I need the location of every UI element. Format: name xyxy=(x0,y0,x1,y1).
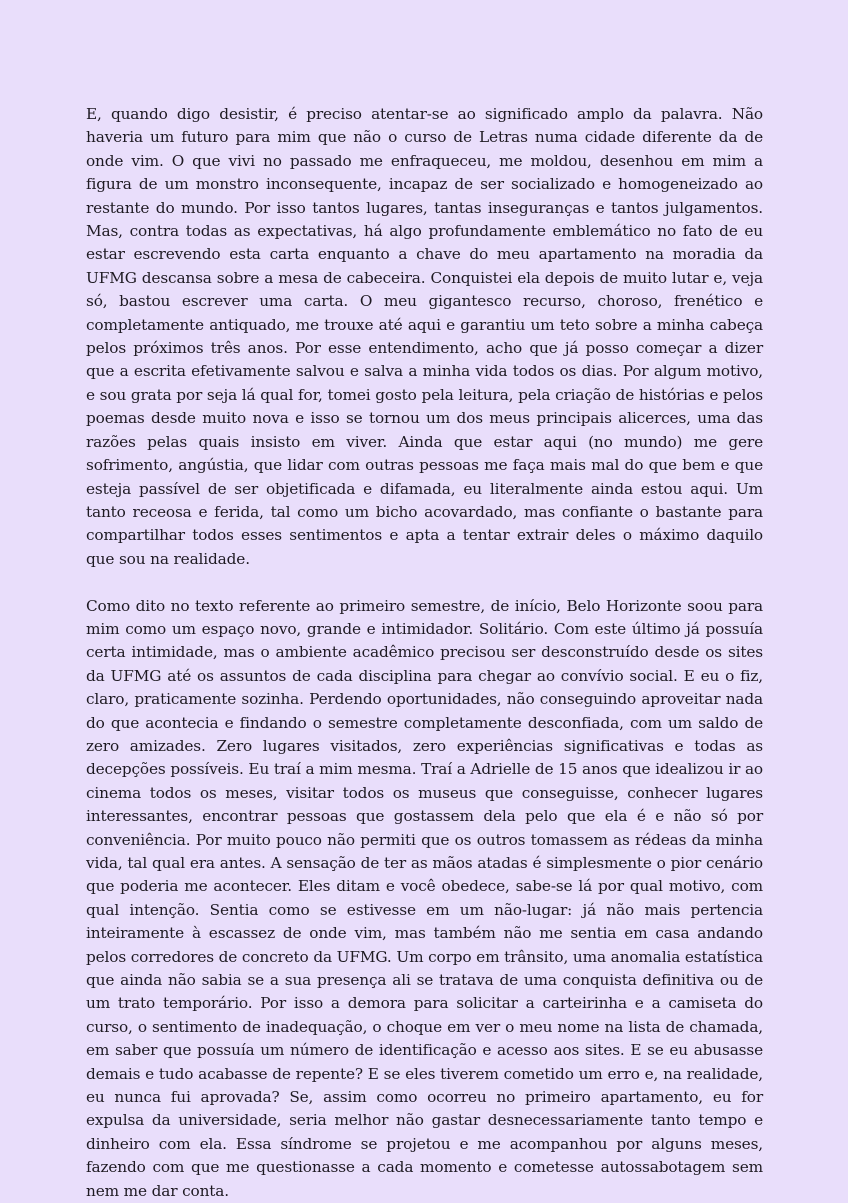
paragraph-2: Como dito no texto referente ao primeiro semestre, de início, Belo Horizonte soou para mim como um espaço novo, grande e intimidador. Solitário. Com este último já possuía certa intimidade, mas o ambiente acadêmico precisou ser desconstruído desde os sites da UFMG até os assuntos de cada disciplina para chegar ao convívio social. E eu o fiz, claro, praticamente sozinha. Perdendo oportunidades, não conseguindo aproveitar nada do que acontecia e findando o semestre completamente desconfiada, com um saldo de zero amizades. Zero lugares visitados, zero experiências significativas e todas as decepções possíveis. Eu traí a mim mesma. Traí a Adrielle de 15 anos que idealizou ir ao cinema todos os meses, visitar todos os museus que conseguisse, conhecer lugares interessantes, encontrar pessoas que gostassem dela pelo que ela é e não só por conveniência. Por muito pouco não permiti que os outros tomassem as rédeas da minha vida, tal qual era antes. A sensação de ter as mãos atadas é simplesmente o pior cenário que poderia me acontecer. Eles ditam e você obedece, sabe-se lá por qual motivo, com qual intenção. Sentia como se estivesse em um não-lugar: já não mais pertencia inteiramente à escassez de onde vim, mas também não me sentia em casa andando pelos corredores de concreto da UFMG. Um corpo em trânsito, uma anomalia estatística que ainda não sabia se a sua presença ali se tratava de uma conquista definitiva ou de um trato temporário. Por isso a demora para solicitar a carteirinha e a camiseta do curso, o sentimento de inadequação, o choque em ver o meu nome na lista de chamada, em saber que possuía um número de identificação e acesso aos sites. E se eu abusasse demais e tudo acabasse de repente? E se eles tiverem cometido um erro e, na realidade, eu nunca fui aprovada? Se, assim como ocorreu no primeiro apartamento, eu for expulsa da universidade, seria melhor não gastar desnecessariamente tanto tempo e dinheiro com ela. Essa síndrome se projetou e me acompanhou por alguns meses, fazendo com que me questionasse a cada momento e cometesse autossabotagem sem nem me dar conta. xyxy=(86,596,764,1200)
document-page xyxy=(86,103,763,1203)
paragraph-1: E, quando digo desistir, é preciso atentar-se ao significado amplo da palavra. Não haveria um futuro para mim que não o curso de Letras numa cidade diferente da de onde vim. O que vivi no passado me enfraqueceu, me moldou, desenhou em mim a figura de um monstro inconsequente, incapaz de ser socializado e homogeneizado ao restante do mundo. Por isso tantos lugares, tantas inseguranças e tantos julgamentos. Mas, contra todas as expectativas, há algo profundamente emblemático no fato de eu estar escrevendo esta carta enquanto a chave do meu apartamento na moradia da UFMG descansa sobre a mesa de cabeceira. Conquistei ela depois de muito lutar e, veja só, bastou escrever uma carta. O meu gigantesco recurso, choroso, frenético e completamente antiquado, me trouxe até aqui e garantiu um teto sobre a minha cabeça pelos próximos três anos. Por esse entendimento, acho que já posso começar a dizer que a escrita efetivamente salvou e salva a minha vida todos os dias. Por algum motivo, e sou grata por seja lá qual for, tomei gosto pela leitura, pela criação de histórias e pelos poemas desde muito nova e isso se tornou um dos meus principais alicerces, uma das razões pelas quais insisto em viver. Ainda que estar aqui (no mundo) me gere sofrimento, angústia, que lidar com outras pessoas me faça mais mal do que bem e que esteja passível de ser objetificada e difamada, eu literalmente ainda estou aqui. Um tanto receosa e ferida, tal como um bicho acovardado, mas confiante o bastante para compartilhar todos esses sentimentos e apta a tentar extrair deles o máximo daquilo que sou na realidade. xyxy=(86,105,763,568)
